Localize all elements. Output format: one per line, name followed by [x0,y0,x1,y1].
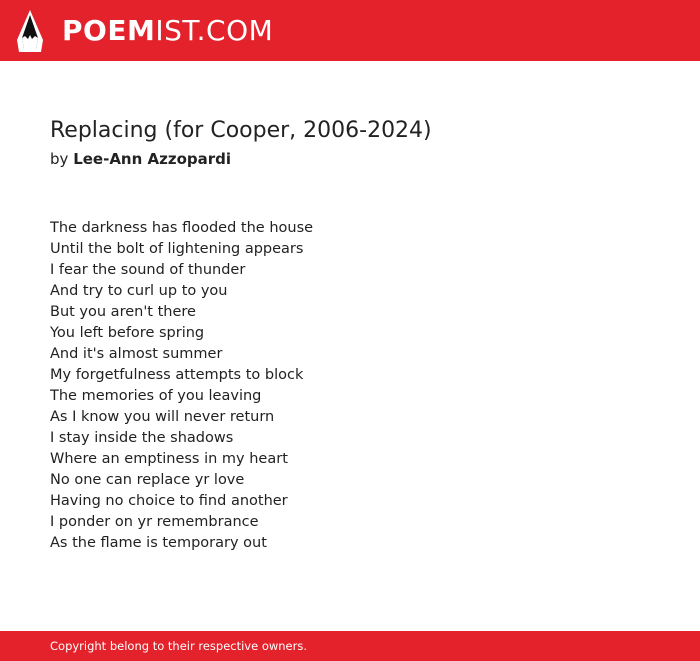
poem-line: As I know you will never return [50,409,275,425]
site-header [0,0,700,61]
poem-byline [50,148,231,170]
poem-line: Where an emptiness in my heart [50,451,288,467]
copyright-text: Copyright belong to their respective owners. [50,639,308,653]
site-footer [0,631,700,661]
poem-line: Until the bolt of lightening appears [50,241,304,257]
byline-label: by [50,150,69,168]
author-name-link[interactable]: Lee-Ann Azzopardi [73,150,232,168]
poem-line: I fear the sound of thunder [50,262,246,278]
poem-line: I ponder on yr remembrance [50,514,259,530]
poem-line: The memories of you leaving [50,388,262,404]
poem-line: But you aren't there [50,304,196,320]
poem-line: You left before spring [50,325,205,341]
site-logo-link[interactable] [17,10,273,52]
poem-line: I stay inside the shadows [50,430,234,446]
poem-line: And it's almost summer [50,346,223,362]
site-logo-text [62,10,273,52]
logo-text-strong: POEM [62,14,156,47]
poem-title: Replacing (for Cooper, 2006-2024) [50,118,432,143]
poem-line: And try to curl up to you [50,283,228,299]
poem-body [50,218,313,554]
logo-text-light: IST.COM [155,14,274,47]
poem-line: Having no choice to find another [50,493,288,509]
poem-line: My forgetfulness attempts to block [50,367,304,383]
poem-line: The darkness has flooded the house [50,220,314,236]
poem-line: As the flame is temporary out [50,535,267,551]
poem-line: No one can replace yr love [50,472,245,488]
quill-pen-nib-icon [17,10,43,52]
